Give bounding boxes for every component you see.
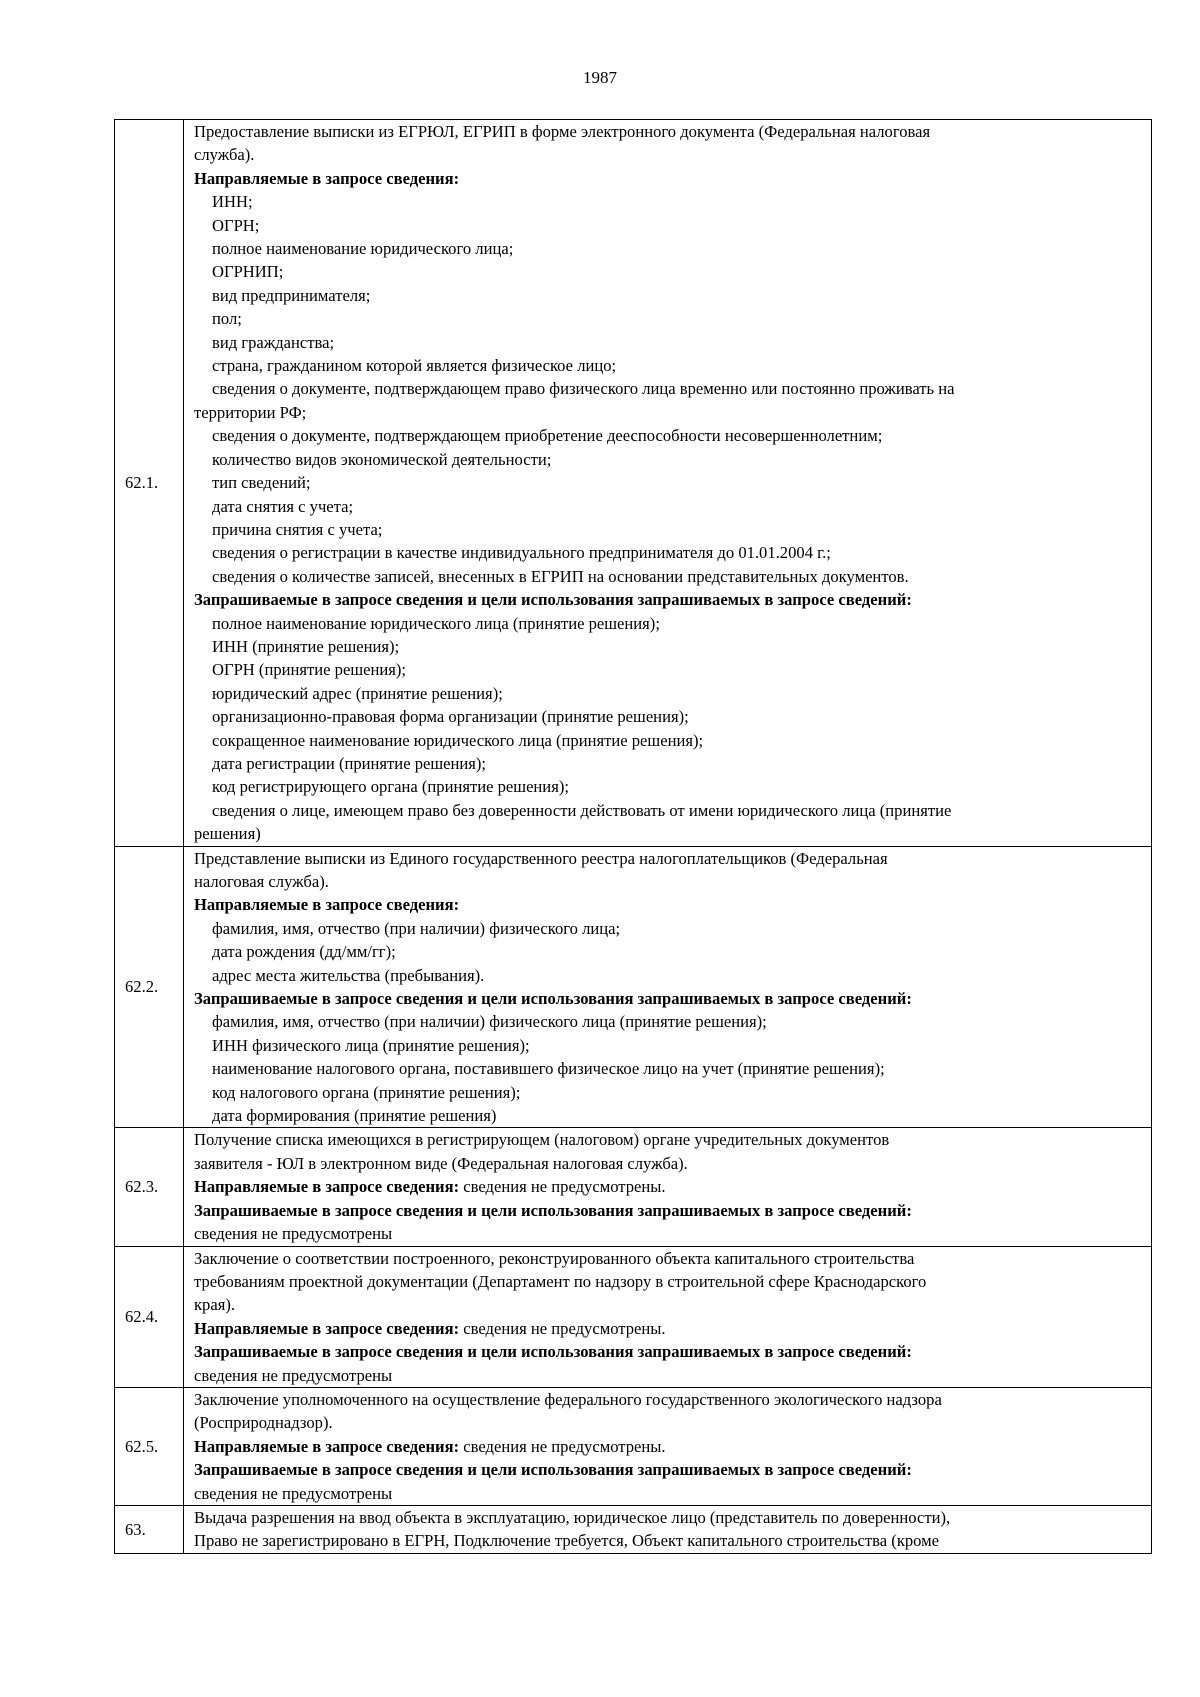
sent-heading: Направляемые в запросе сведения:	[194, 1318, 460, 1338]
list-item: фамилия, имя, отчество (при наличии) физического лица (принятие решения);	[212, 1012, 767, 1032]
service-title-cont: заявителя - ЮЛ в электронном виде (Федеральная налоговая служба).	[194, 1153, 688, 1173]
requested-heading: Запрашиваемые в запросе сведения и цели использования запрашиваемых в запросе сведений:	[194, 1460, 912, 1480]
service-title: Заключение о соответствии построенного, реконструированного объекта капитального строительства	[194, 1248, 915, 1268]
service-title-cont: (Росприроднадзор).	[194, 1413, 333, 1433]
sent-line	[194, 1317, 1147, 1340]
services-table	[114, 119, 1152, 1554]
row-content	[184, 1505, 1152, 1553]
list-item: сокращенное наименование юридического лица (принятие решения);	[212, 730, 704, 750]
list-item: дата снятия с учета;	[212, 496, 354, 516]
service-title-cont: требованиям проектной документации (Департамент по надзору в строительной сфере Краснодарского	[194, 1271, 927, 1291]
list-item: количество видов экономической деятельности;	[212, 449, 552, 469]
row-number: 62.2.	[115, 846, 184, 1128]
list-item: дата формирования (принятие решения)	[212, 1106, 497, 1126]
requested-value: сведения не предусмотрены	[194, 1483, 393, 1503]
list-item: наименование налогового органа, поставившего физическое лицо на учет (принятие решения);	[212, 1059, 885, 1079]
list-item: ИНН;	[212, 192, 253, 212]
list-item: сведения о регистрации в качестве индивидуального предпринимателя до 01.01.2004 г.;	[212, 543, 831, 563]
row-number: 62.3.	[115, 1128, 184, 1246]
list-item: фамилия, имя, отчество (при наличии) физического лица;	[212, 918, 621, 938]
list-item: сведения о количестве записей, внесенных в ЕГРИП на основании представительных документов.	[212, 566, 909, 586]
list-item: вид предпринимателя;	[212, 285, 371, 305]
list-item: ИНН физического лица (принятие решения);	[212, 1035, 530, 1055]
table-row	[115, 1505, 1152, 1553]
list-item: код налогового органа (принятие решения);	[212, 1082, 521, 1102]
table-row	[115, 1246, 1152, 1387]
list-item-cont: решения)	[194, 824, 261, 844]
sent-heading: Направляемые в запросе сведения:	[194, 1177, 460, 1197]
list-item: организационно-правовая форма организации (принятие решения);	[212, 707, 689, 727]
row-number: 62.4.	[115, 1246, 184, 1387]
list-item: адрес места жительства (пребывания).	[212, 965, 485, 985]
list-item: код регистрирующего органа (принятие решения);	[212, 777, 569, 797]
row-content	[184, 1387, 1152, 1505]
list-item: сведения о документе, подтверждающем право физического лица временно или постоянно проживать на	[212, 379, 955, 399]
service-title-cont: Право не зарегистрировано в ЕГРН, Подключение требуется, Объект капитального строительства (кроме	[194, 1531, 940, 1551]
sent-line	[194, 1435, 1147, 1458]
service-title: Представление выписки из Единого государственного реестра налогоплательщиков (Федеральная	[194, 848, 888, 868]
table-row	[115, 846, 1152, 1128]
service-title-cont: налоговая служба).	[194, 872, 329, 891]
sent-heading: Направляемые в запросе сведения:	[194, 1436, 460, 1456]
service-title: Получение списка имеющихся в регистрирующем (налоговом) органе учредительных документов	[194, 1130, 890, 1150]
list-item: полное наименование юридического лица;	[212, 239, 514, 259]
row-number: 62.1.	[115, 120, 184, 847]
list-item: сведения о лице, имеющем право без доверенности действовать от имени юридического лица (принятие	[212, 800, 952, 820]
sent-line	[194, 1175, 1147, 1198]
list-item: ОГРН;	[212, 215, 260, 235]
row-content	[184, 120, 1152, 847]
page-number: 1987	[583, 68, 617, 87]
row-number: 62.5.	[115, 1387, 184, 1505]
list-item: причина снятия с учета;	[212, 519, 383, 539]
list-item: ИНН (принятие решения);	[212, 636, 400, 656]
sent-heading: Направляемые в запросе сведения:	[194, 168, 460, 188]
list-item: пол;	[212, 309, 242, 329]
list-item: дата регистрации (принятие решения);	[212, 753, 487, 773]
requested-heading: Запрашиваемые в запросе сведения и цели использования запрашиваемых в запросе сведений:	[194, 989, 912, 1009]
row-content	[184, 1128, 1152, 1246]
list-item: ОГРНИП;	[212, 262, 284, 282]
list-item: юридический адрес (принятие решения);	[212, 683, 503, 703]
service-title-cont: края).	[194, 1295, 236, 1315]
sent-value: сведения не предусмотрены.	[459, 1177, 666, 1197]
list-item: ОГРН (принятие решения);	[212, 660, 407, 680]
row-number: 63.	[115, 1505, 184, 1553]
requested-heading: Запрашиваемые в запросе сведения и цели использования запрашиваемых в запросе сведений:	[194, 1342, 912, 1362]
sent-value: сведения не предусмотрены.	[459, 1436, 666, 1456]
service-title: Предоставление выписки из ЕГРЮЛ, ЕГРИП в форме электронного документа (Федеральная налоговая	[194, 122, 931, 141]
list-item: страна, гражданином которой является физическое лицо;	[212, 356, 617, 376]
list-item: сведения о документе, подтверждающем приобретение дееспособности несовершеннолетним;	[212, 426, 883, 446]
requested-heading: Запрашиваемые в запросе сведения и цели использования запрашиваемых в запросе сведений:	[194, 1200, 912, 1220]
service-title: Заключение уполномоченного на осуществление федерального государственного экологического надзора	[194, 1389, 942, 1409]
requested-heading: Запрашиваемые в запросе сведения и цели использования запрашиваемых в запросе сведений:	[194, 590, 912, 610]
requested-value: сведения не предусмотрены	[194, 1365, 393, 1385]
row-content	[184, 846, 1152, 1128]
service-title: Выдача разрешения на ввод объекта в эксплуатацию, юридическое лицо (представитель по доверенности),	[194, 1507, 951, 1527]
table-row	[115, 1387, 1152, 1505]
row-content	[184, 1246, 1152, 1387]
list-item: вид гражданства;	[212, 332, 335, 352]
sent-heading: Направляемые в запросе сведения:	[194, 895, 460, 915]
requested-value: сведения не предусмотрены	[194, 1224, 393, 1244]
list-item-cont: территории РФ;	[194, 402, 307, 422]
list-item: полное наименование юридического лица (принятие решения);	[212, 613, 660, 633]
sent-value: сведения не предусмотрены.	[459, 1318, 666, 1338]
list-item: тип сведений;	[212, 473, 311, 493]
table-row	[115, 1128, 1152, 1246]
service-title-cont: служба).	[194, 145, 255, 165]
list-item: дата рождения (дд/мм/гг);	[212, 942, 396, 962]
table-row	[115, 120, 1152, 847]
